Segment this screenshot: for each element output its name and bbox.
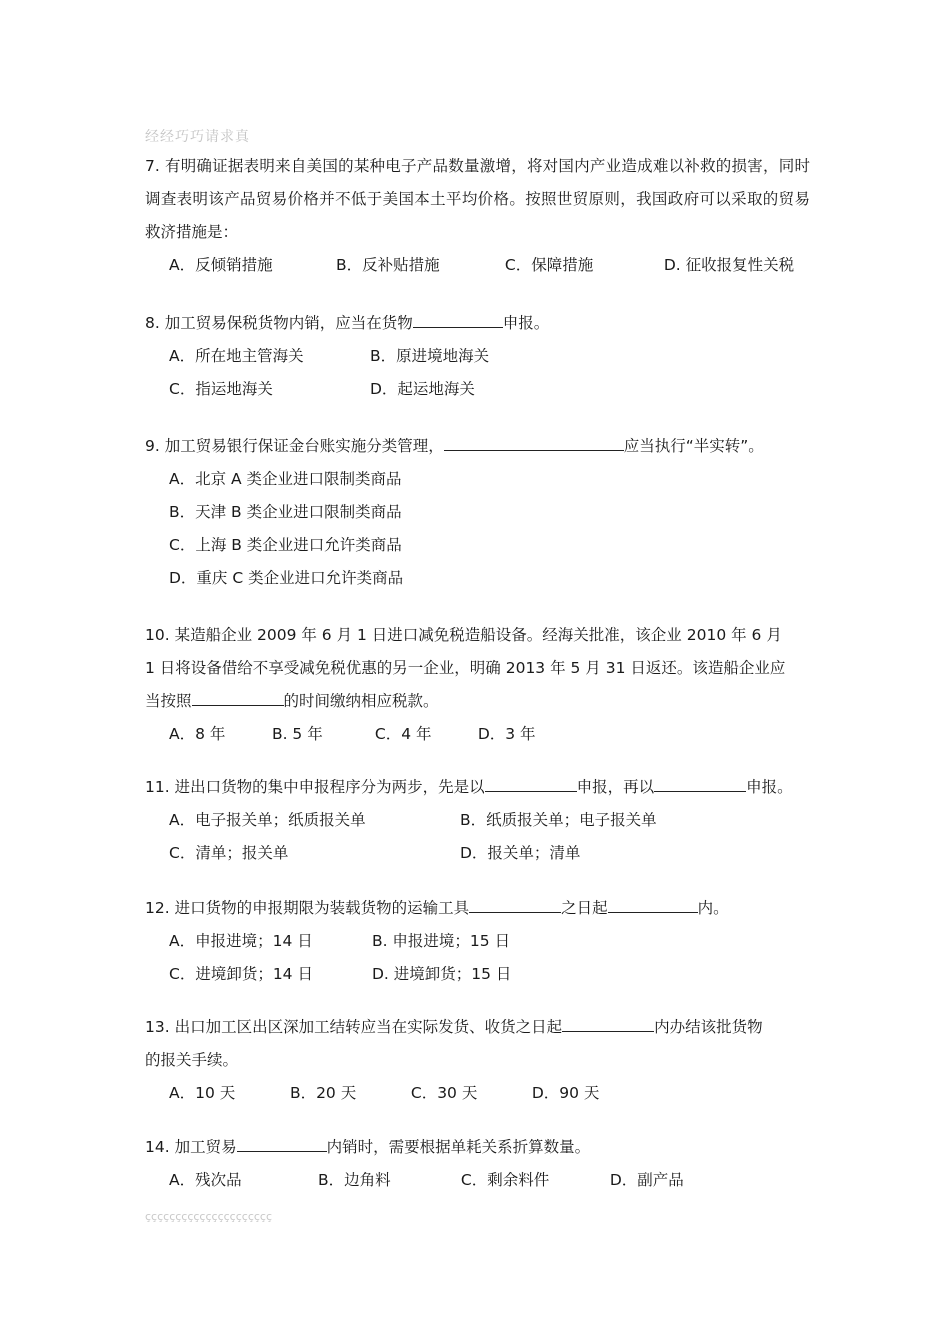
question-12 — [145, 892, 810, 991]
q14-option-d: D．副产品 — [609, 1171, 684, 1189]
q8-option-c: C．指运地海关 — [169, 380, 273, 398]
footer-watermark: ççççççççççççççççççççç — [145, 1210, 273, 1223]
q9-option-c: C．上海 B 类企业进口允许类商品 — [169, 536, 402, 554]
q12-blank-1 — [469, 896, 561, 913]
q13-option-d: D．90 天 — [531, 1084, 600, 1102]
question-14-stem-start: 14. 加工贸易 — [145, 1138, 237, 1156]
question-11 — [145, 771, 810, 870]
q9-option-b: B．天津 B 类企业进口限制类商品 — [169, 503, 402, 521]
q7-option-c: C．保障措施 — [504, 256, 594, 274]
q9-option-d: D．重庆 C 类企业进口允许类商品 — [169, 569, 404, 587]
question-13-line-2: 的报关手续。 — [145, 1051, 239, 1069]
question-11-stem-mid: 申报，再以 — [576, 778, 655, 796]
question-10-line-3-start: 当按照 — [145, 692, 192, 710]
question-8 — [145, 307, 810, 406]
question-8-stem-start: 8. 加工贸易保税货物内销，应当在货物 — [145, 314, 413, 332]
question-9-stem-start: 9. 加工贸易银行保证金台账实施分类管理， — [145, 437, 444, 455]
q13-blank — [562, 1015, 654, 1032]
question-11-stem-start: 11. 进出口货物的集中申报程序分为两步，先是以 — [145, 778, 485, 796]
question-12-stem-start: 12. 进口货物的申报期限为装载货物的运输工具 — [145, 899, 470, 917]
q11-blank-2 — [654, 775, 746, 792]
question-13-stem-start: 13. 出口加工区出区深加工结转应当在实际发货、收货之日起 — [145, 1018, 563, 1036]
q11-option-c: C．清单；报关单 — [169, 844, 289, 862]
question-12-stem-mid: 之日起 — [561, 899, 608, 917]
question-14 — [145, 1131, 810, 1197]
q7-option-d: D. 征收报复性关税 — [663, 256, 795, 274]
q12-option-c: C．进境卸货；14 日 — [169, 965, 313, 983]
q10-option-b: B. 5 年 — [271, 725, 323, 743]
q8-option-d: D．起运地海关 — [369, 380, 475, 398]
q11-blank-1 — [485, 775, 577, 792]
question-14-stem-end: 内销时，需要根据单耗关系折算数量。 — [326, 1138, 591, 1156]
q14-option-a: A．残次品 — [169, 1171, 242, 1189]
question-11-stem-end: 申报。 — [746, 778, 793, 796]
q13-option-a: A．10 天 — [169, 1084, 236, 1102]
question-10-line-1: 10. 某造船企业 2009 年 6 月 1 日进口减免税造船设备。经海关批准，该企业 2010 年 6 月 — [145, 626, 782, 644]
q9-option-a: A．北京 A 类企业进口限制类商品 — [169, 470, 402, 488]
question-7-options — [145, 249, 810, 282]
question-8-stem-end: 申报。 — [502, 314, 550, 332]
q14-blank — [237, 1135, 327, 1152]
q8-blank — [413, 311, 503, 328]
q8-option-b: B．原进境地海关 — [369, 347, 490, 365]
question-13 — [145, 1011, 810, 1110]
q11-option-d: D．报关单；清单 — [459, 844, 581, 862]
q14-option-c: C．剩余料件 — [460, 1171, 550, 1189]
question-7-stem: 7. 有明确证据表明来自美国的某种电子产品数量激增，将对国内产业造成难以补救的损害，同时调查表明该产品贸易价格并不低于美国本土平均价格。按照世贸原则，我国政府可以采取的贸易救济措施是： — [145, 157, 810, 241]
question-10 — [145, 619, 810, 751]
q11-option-a: A．电子报关单；纸质报关单 — [169, 811, 366, 829]
question-10-line-3-end: 的时间缴纳相应税款。 — [283, 692, 439, 710]
q10-blank — [192, 689, 284, 706]
q8-option-a: A．所在地主管海关 — [169, 347, 304, 365]
q11-option-b: B．纸质报关单；电子报关单 — [459, 811, 657, 829]
q10-option-d: D．3 年 — [477, 725, 536, 743]
question-7 — [145, 150, 810, 282]
q13-option-b: B．20 天 — [289, 1084, 357, 1102]
q10-option-a: A．8 年 — [169, 725, 226, 743]
q12-blank-2 — [608, 896, 698, 913]
q9-blank — [444, 434, 624, 451]
q7-option-a: A．反倾销措施 — [169, 256, 273, 274]
q12-option-d: D. 进境卸货；15 日 — [371, 965, 512, 983]
q13-option-c: C．30 天 — [410, 1084, 478, 1102]
question-9-stem-end: 应当执行“半实转”。 — [623, 437, 764, 455]
q12-option-a: A．申报进境；14 日 — [169, 932, 313, 950]
question-13-stem-end: 内办结该批货物 — [654, 1018, 763, 1036]
question-9 — [145, 430, 810, 595]
header-watermark: 经经巧巧请求真 — [145, 129, 250, 145]
q10-option-c: C．4 年 — [374, 725, 432, 743]
question-10-line-2: 1 日将设备借给不享受减免税优惠的另一企业，明确 2013 年 5 月 31 日返还。该造船企业应 — [145, 659, 786, 677]
q12-option-b: B. 申报进境；15 日 — [371, 932, 511, 950]
q7-option-b: B．反补贴措施 — [335, 256, 440, 274]
q14-option-b: B．边角料 — [317, 1171, 391, 1189]
question-12-stem-end: 内。 — [697, 899, 729, 917]
